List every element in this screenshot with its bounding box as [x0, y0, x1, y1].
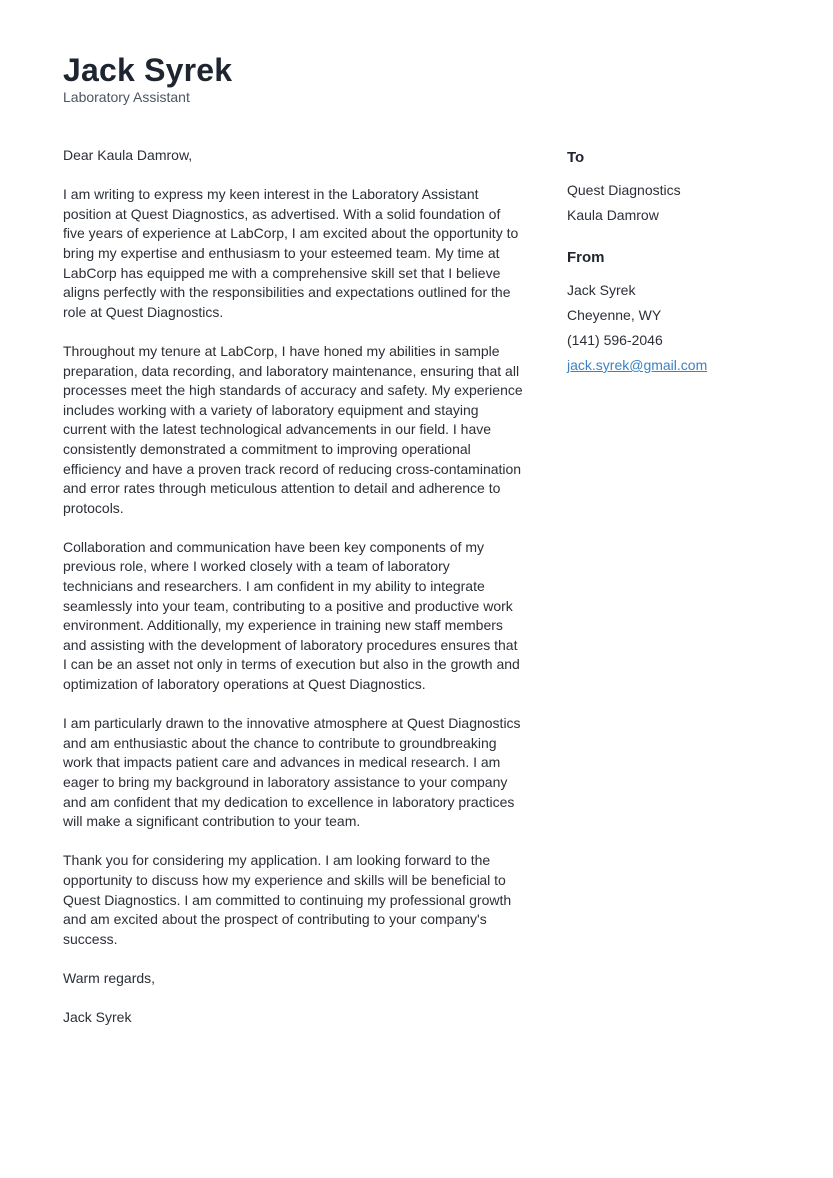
recipient-section	[567, 146, 797, 228]
letter-paragraph: Throughout my tenure at LabCorp, I have honed my abilities in sample preparation, data recording, and laboratory maintenance, ensuring that all processes meet the high standards of accuracy and safety. My experience includes working with a variety of laboratory equipment and staying current with the latest technological advancements in our field. I have consistently demonstrated a commitment to improving operational efficiency and have a proven track record of reducing cross-contamination and error rates through meticulous attention to detail and adherence to protocols.	[63, 342, 523, 516]
applicant-name: Jack Syrek	[63, 52, 233, 88]
applicant-title: Laboratory Assistant	[63, 89, 190, 105]
contact-sidebar	[567, 146, 797, 396]
sender-heading: From	[567, 249, 605, 266]
letter-paragraph: Thank you for considering my application. I am looking forward to the opportunity to discuss how my experience and skills will be beneficial to Quest Diagnostics. I am committed to continuing my professional growth and am excited about the prospect of contributing to your company's success.	[63, 852, 512, 947]
sender-section	[567, 246, 797, 378]
recipient-name: Kaula Damrow	[567, 207, 659, 223]
sender-location: Cheyenne, WY	[567, 307, 662, 323]
letter-paragraph: I am writing to express my keen interest in the Laboratory Assistant position at Quest Diagnostics, as advertised. With a solid foundation of five years of experience at LabCorp, I am excited about the opportunity to bring my expertise and enthusiasm to your esteemed team. My time at LabCorp has equipped me with a comprehensive skill set that I believe aligns perfectly with the responsibilities and expectations outlined for the role at Quest Diagnostics.	[63, 186, 519, 320]
letter-closing: Warm regards,	[63, 969, 156, 986]
letter-signature: Jack Syrek	[63, 1009, 132, 1026]
letter-paragraph: I am particularly drawn to the innovative atmosphere at Quest Diagnostics and am enthusiastic about the chance to contribute to groundbreaking work that impacts patient care and advances in medical research. I am eager to bring my background in laboratory assistance to your company and am confident that my dedication to excellence in laboratory practices will make a significant contribution to your team.	[63, 715, 521, 830]
sender-name: Jack Syrek	[567, 282, 636, 298]
letter-paragraph: Collaboration and communication have been key components of my previous role, where I worked closely with a team of laboratory technicians and researchers. I am confident in my ability to integrate seamlessly into your team, contributing to a positive and productive work environment. Additionally, my experience in training new staff members and assisting with the development of laboratory procedures ensures that I can be an asset not only in terms of execution but also in the growth and optimization of laboratory operations at Quest Diagnostics.	[63, 538, 520, 693]
recipient-company: Quest Diagnostics	[567, 182, 681, 198]
sender-email-link[interactable]: jack.syrek@gmail.com	[567, 357, 708, 373]
letter-body	[63, 146, 523, 1047]
letter-header	[63, 50, 763, 106]
sender-phone: (141) 596-2046	[567, 332, 663, 348]
recipient-heading: To	[567, 149, 585, 166]
letter-greeting: Dear Kaula Damrow,	[63, 147, 193, 163]
sender-email-row	[567, 353, 797, 378]
